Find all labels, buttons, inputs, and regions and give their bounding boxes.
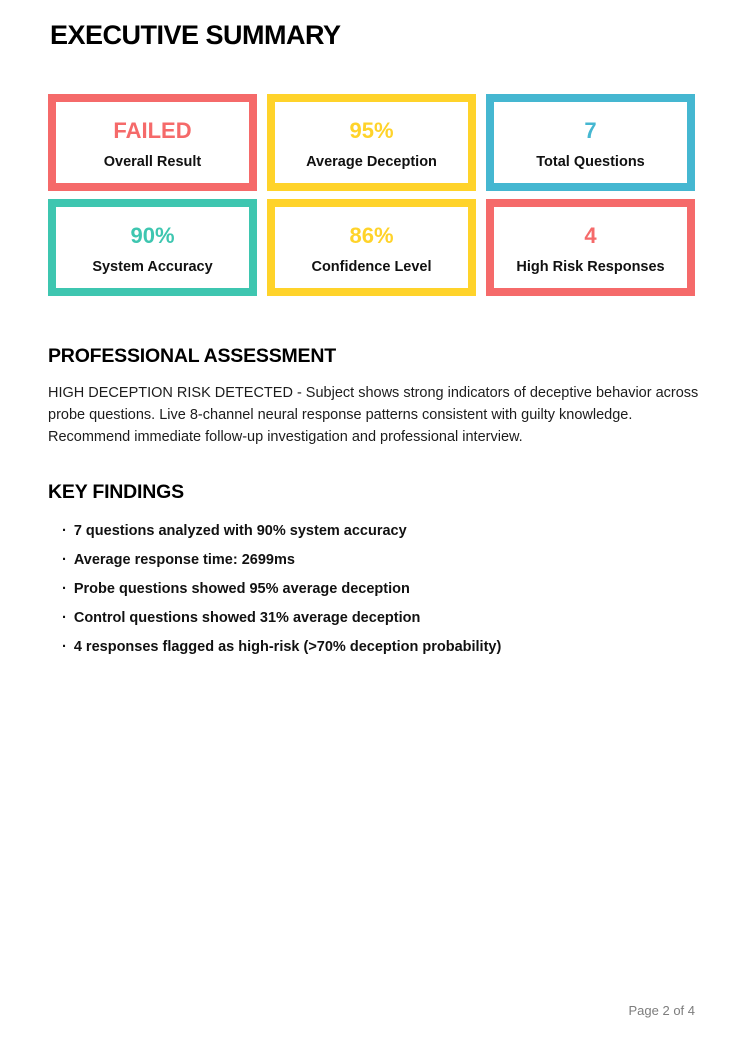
findings-list bbox=[48, 521, 695, 657]
stat-value: 86% bbox=[349, 222, 394, 248]
stat-value: 7 bbox=[584, 117, 597, 143]
stat-label: High Risk Responses bbox=[516, 258, 665, 275]
stat-card bbox=[267, 199, 476, 296]
key-findings-heading: KEY FINDINGS bbox=[48, 481, 184, 503]
key-findings-section bbox=[48, 481, 695, 657]
page-number-indicator: Page 2 of 4 bbox=[628, 1003, 695, 1018]
stat-card bbox=[486, 94, 695, 191]
finding-item: · 4 responses flagged as high-risk (>70% deception probability) bbox=[62, 637, 695, 657]
stat-label: Confidence Level bbox=[311, 258, 432, 275]
stat-label: System Accuracy bbox=[92, 258, 213, 275]
professional-assessment-section bbox=[48, 345, 699, 448]
stat-value: 90% bbox=[130, 222, 175, 248]
page-title: EXECUTIVE SUMMARY bbox=[50, 20, 341, 50]
stat-card bbox=[486, 199, 695, 296]
finding-item: · Probe questions showed 95% average deception bbox=[62, 579, 695, 599]
professional-assessment-heading: PROFESSIONAL ASSESSMENT bbox=[48, 345, 336, 367]
summary-cards-grid bbox=[48, 94, 695, 296]
stat-label: Average Deception bbox=[306, 153, 437, 170]
stat-card bbox=[48, 199, 257, 296]
finding-item: · Average response time: 2699ms bbox=[62, 550, 695, 570]
professional-assessment-body: HIGH DECEPTION RISK DETECTED - Subject shows strong indicators of deceptive behavior across probe questions. Live 8-channel neural response patterns consistent with guilty knowledge. Recommend immediate follow-up investigation and professional interview. bbox=[48, 385, 699, 445]
finding-item: · 7 questions analyzed with 90% system accuracy bbox=[62, 521, 695, 541]
stat-label: Overall Result bbox=[103, 153, 202, 170]
stat-card bbox=[48, 94, 257, 191]
stat-card bbox=[267, 94, 476, 191]
stat-value: FAILED bbox=[113, 117, 192, 143]
stat-label: Total Questions bbox=[536, 153, 645, 170]
stat-value: 4 bbox=[584, 222, 597, 248]
finding-item: · Control questions showed 31% average deception bbox=[62, 608, 695, 628]
stat-value: 95% bbox=[349, 117, 394, 143]
